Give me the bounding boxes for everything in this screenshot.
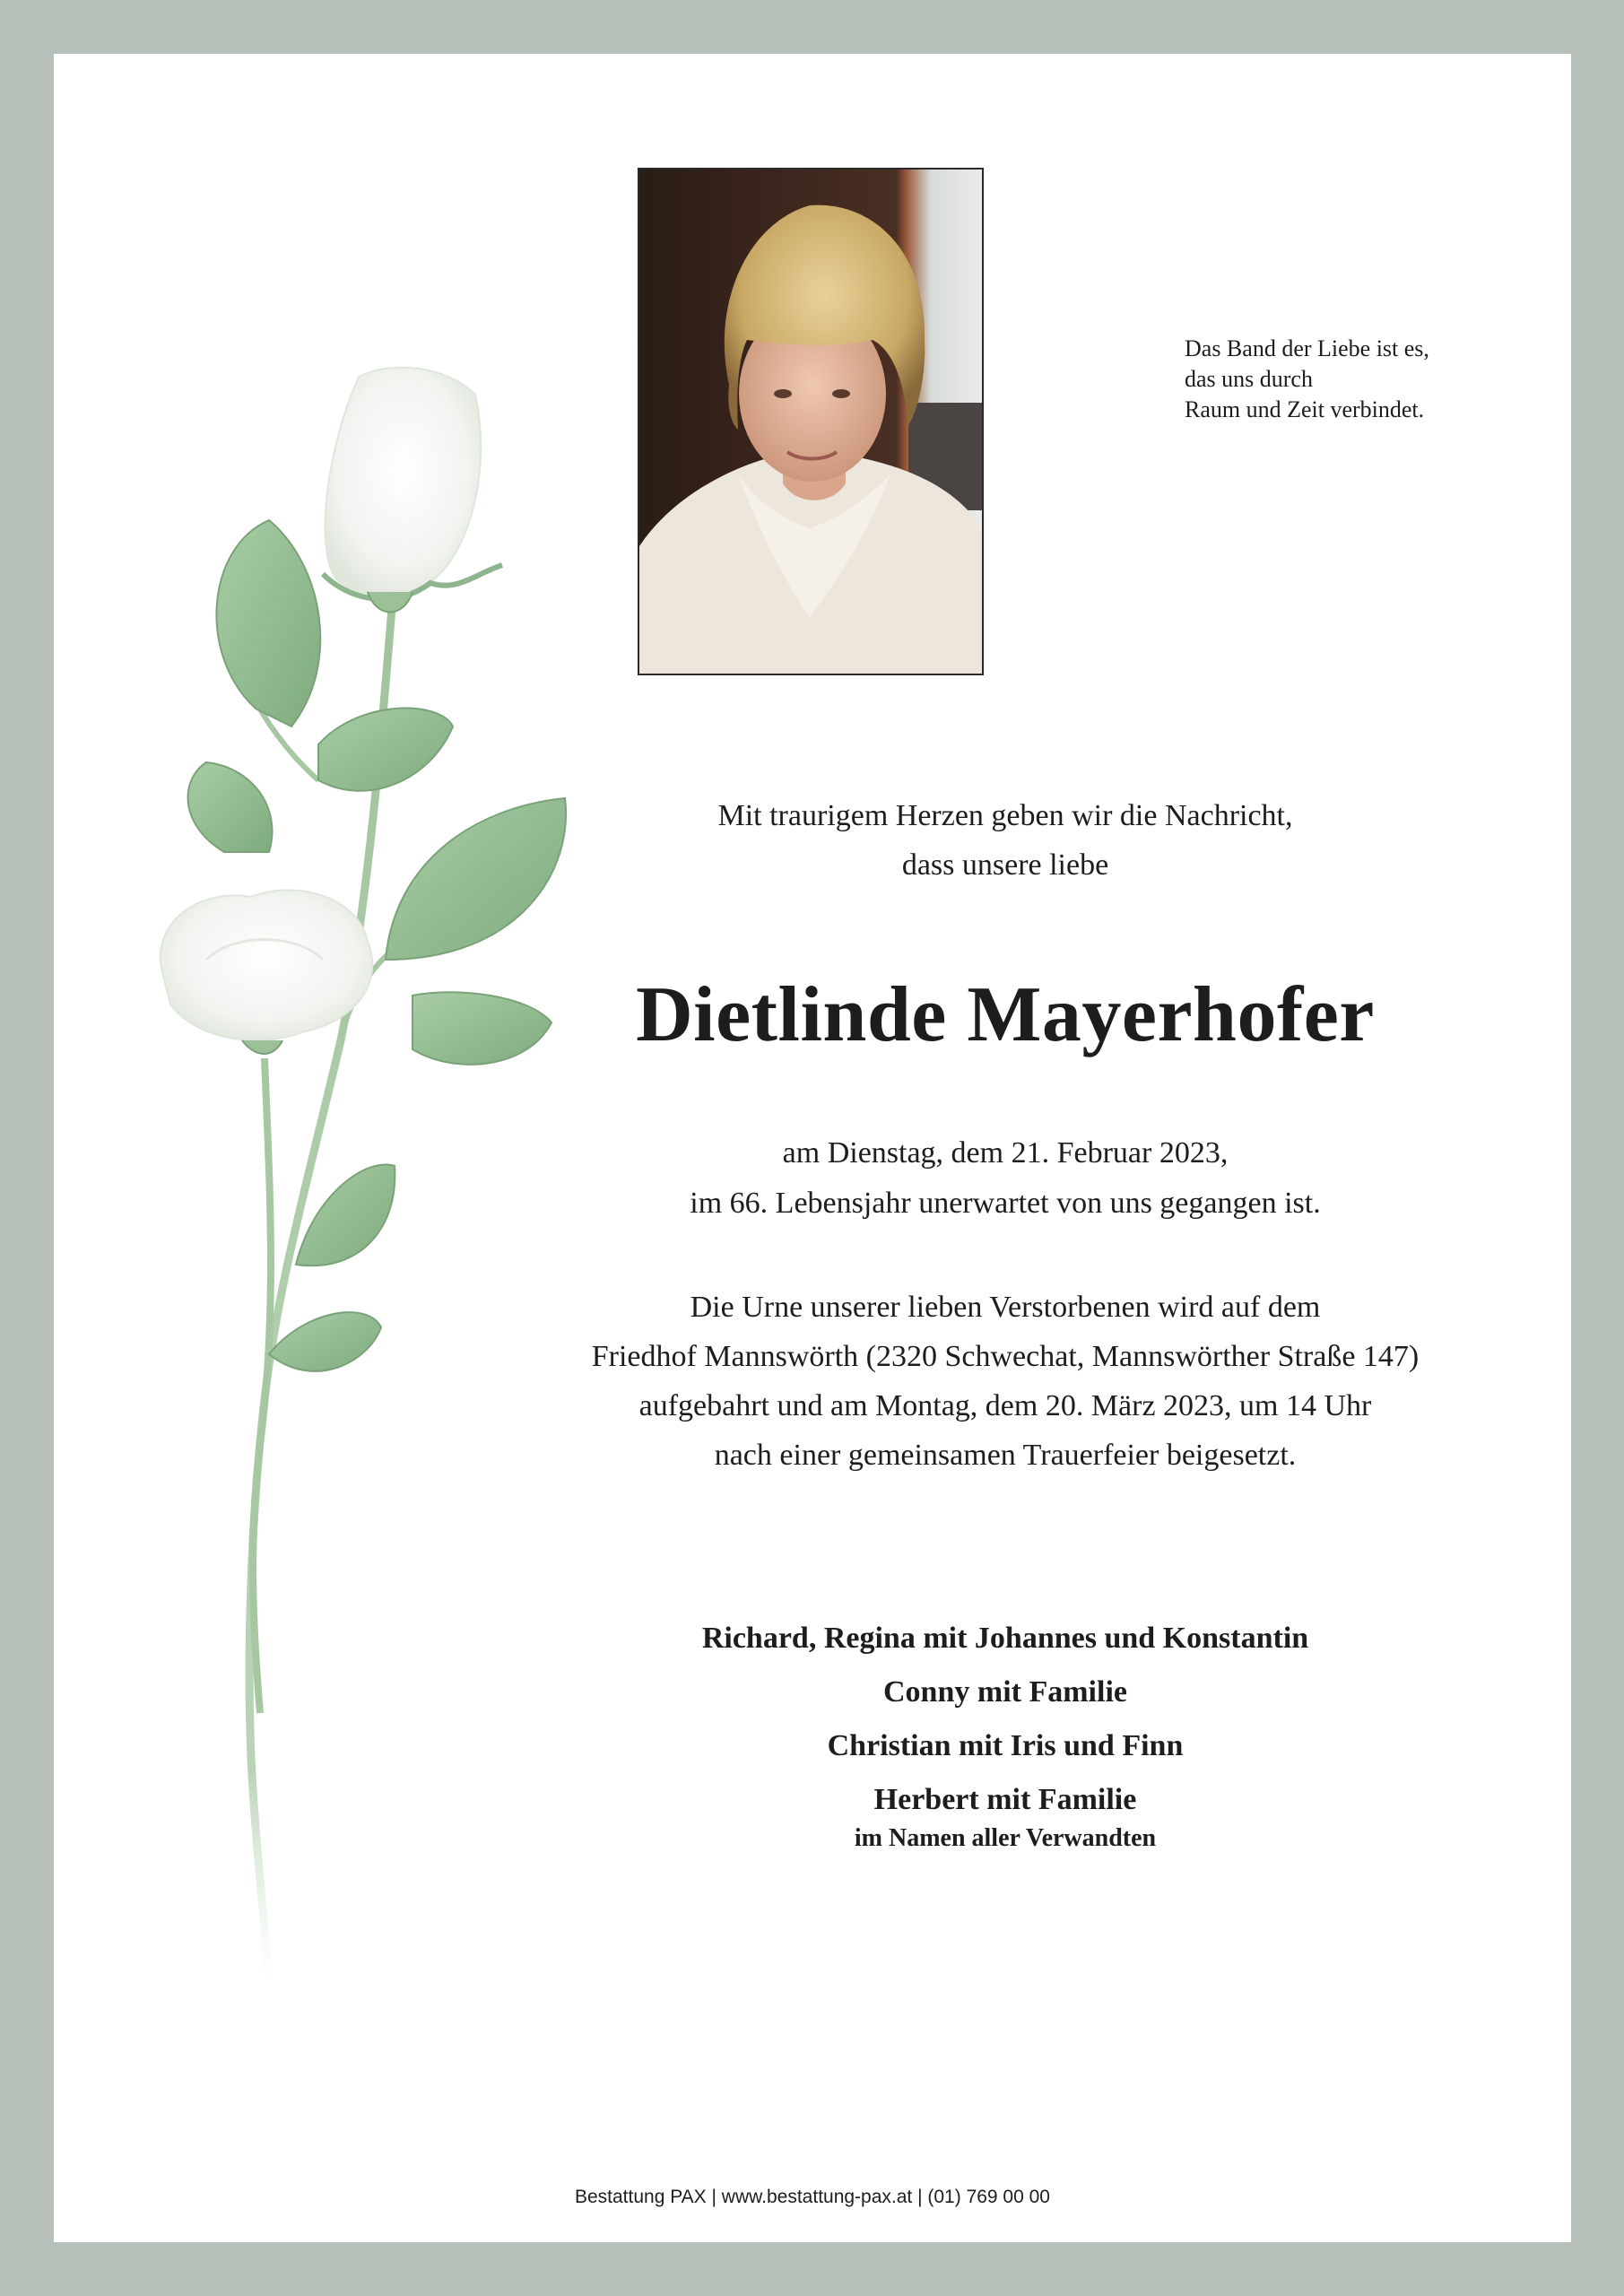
quote-line: Raum und Zeit verbindet. [1185,396,1425,422]
ceremony-line: nach einer gemeinsamen Trauerfeier beigesetzt. [714,1439,1297,1472]
family-line: Richard, Regina mit Johannes und Konstantin [701,1622,1309,1655]
quote [1185,334,1525,425]
on-behalf-line: im Namen aller Verwandten [854,1824,1157,1852]
intro-line: dass unsere liebe [901,848,1109,882]
family-mourners [395,1612,1571,1827]
intro-text [395,791,1571,890]
quote-line: das uns durch [1185,366,1313,392]
ceremony-line: aufgebahrt und am Montag, dem 20. März 2023, um 14 Uhr [638,1389,1372,1422]
ceremony-line: Friedhof Mannswörth (2320 Schwechat, Mannswörther Straße 147) [591,1340,1420,1373]
death-line: am Dienstag, dem 21. Februar 2023, [782,1136,1229,1170]
death-notice-card [54,54,1571,2242]
portrait-photo [638,168,984,675]
family-line: Christian mit Iris und Finn [827,1729,1184,1762]
family-line: Herbert mit Familie [873,1783,1137,1816]
intro-line: Mit traurigem Herzen geben wir die Nachricht, [717,799,1293,832]
deceased-name: Dietlinde Mayerhofer [636,971,1375,1058]
family-line: Conny mit Familie [883,1675,1127,1709]
ceremony-line: Die Urne unserer lieben Verstorbenen wird auf dem [690,1291,1321,1324]
ceremony-details [395,1283,1571,1480]
death-announcement [395,1128,1571,1229]
footer-contact: Bestattung PAX | www.bestattung-pax.at | (01) 769 00 00 [574,2187,1050,2207]
quote-line: Das Band der Liebe ist es, [1185,335,1429,361]
death-line: im 66. Lebensjahr unerwartet von uns gegangen ist. [690,1187,1321,1220]
